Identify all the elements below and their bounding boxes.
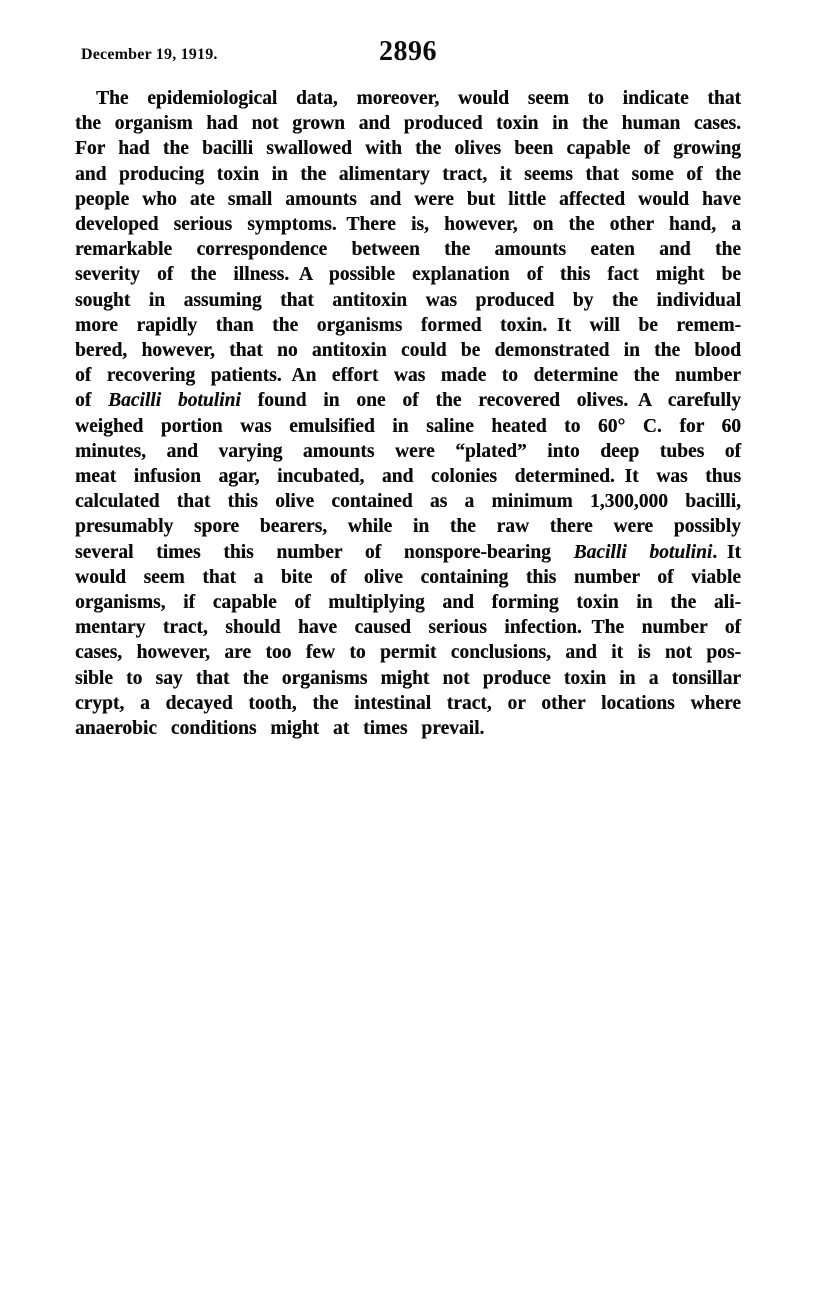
- text-segment: weighed portion was emulsified in saline heated to 60° C. for 60: [75, 415, 741, 437]
- paragraph-line: [75, 237, 741, 262]
- paragraph-line: [75, 388, 741, 413]
- text-segment: The epidemiological data, moreover, would seem to indicate that: [96, 88, 741, 109]
- text-segment: severity of the illness. A possible explanation of this fact might be: [75, 264, 741, 286]
- text-segment: of recovering patients. An effort was made to determine the number: [75, 365, 741, 387]
- page-number: 2896: [379, 36, 437, 67]
- paragraph-line: [75, 540, 741, 565]
- text-segment: minutes, and varying amounts were “plated” into deep tubes of: [75, 440, 741, 462]
- paragraph-line: [75, 262, 741, 287]
- text-segment: mentary tract, should have caused serious infection. The number of: [75, 617, 741, 639]
- paragraph-line: [75, 338, 741, 363]
- paragraph-line: [75, 313, 741, 338]
- paragraph-line: [75, 716, 741, 741]
- paragraph-line: [75, 111, 741, 136]
- paragraph-line: [75, 363, 741, 388]
- paragraph-line: [75, 590, 741, 615]
- text-segment: and producing toxin in the alimentary tract, it seems that some of the: [75, 163, 741, 185]
- header-date: December 19, 1919.: [81, 46, 218, 63]
- paragraph-line: [75, 464, 741, 489]
- text-segment: presumably spore bearers, while in the raw there were possibly: [75, 516, 741, 538]
- paragraph-line: [75, 565, 741, 590]
- text-segment: sible to say that the organisms might not produce toxin in a tonsillar: [75, 667, 741, 689]
- text-segment: found in one of the recovered olives. A carefully: [240, 390, 741, 412]
- text-segment: anaerobic conditions might at times prevail.: [75, 718, 485, 740]
- paragraph-line: [75, 439, 741, 464]
- text-segment: crypt, a decayed tooth, the intestinal tract, or other locations where: [75, 692, 741, 714]
- text-segment: organisms, if capable of multiplying and forming toxin in the ali-: [75, 592, 741, 614]
- paragraph-line: [75, 136, 741, 161]
- text-segment: several times this number of nonspore-bearing: [75, 541, 574, 563]
- paragraph-line: [75, 615, 741, 640]
- text-segment: sought in assuming that antitoxin was produced by the individual: [75, 289, 741, 311]
- species-name-italic: Bacilli botulini: [108, 390, 241, 412]
- text-segment: the organism had not grown and produced toxin in the human cases.: [75, 113, 741, 135]
- text-segment: would seem that a bite of olive containing this number of viable: [75, 566, 741, 588]
- text-segment: people who ate small amounts and were but little affected would have: [75, 188, 741, 210]
- paragraph-line: [75, 162, 741, 187]
- body-paragraph: [75, 86, 741, 741]
- paragraph-line: [75, 514, 741, 539]
- paragraph-line: [75, 414, 741, 439]
- text-segment: bered, however, that no antitoxin could be demonstrated in the blood: [75, 340, 741, 362]
- paragraph-line: [75, 489, 741, 514]
- text-segment: developed serious symptoms. There is, however, on the other hand, a: [75, 214, 741, 236]
- paragraph-line: [75, 288, 741, 313]
- text-segment: meat infusion agar, incubated, and colonies determined. It was thus: [75, 466, 741, 488]
- text-segment: For had the bacilli swallowed with the olives been capable of growing: [75, 138, 741, 160]
- text-segment: . It: [712, 541, 741, 563]
- paragraph-line: [75, 640, 741, 665]
- text-segment: cases, however, are too few to permit conclusions, and it is not pos-: [75, 642, 741, 664]
- paragraph-line: [75, 187, 741, 212]
- text-segment: remarkable correspondence between the amounts eaten and the: [75, 239, 741, 261]
- text-segment: more rapidly than the organisms formed toxin. It will be remem-: [75, 314, 741, 336]
- paragraph-line: [75, 86, 741, 111]
- species-name-italic: Bacilli botulini: [573, 541, 713, 563]
- paragraph-line: [75, 666, 741, 691]
- paragraph-line: [75, 212, 741, 237]
- text-segment: of: [75, 390, 109, 412]
- paragraph-line: [75, 691, 741, 716]
- text-segment: calculated that this olive contained as a minimum 1,300,000 bacilli,: [75, 491, 741, 513]
